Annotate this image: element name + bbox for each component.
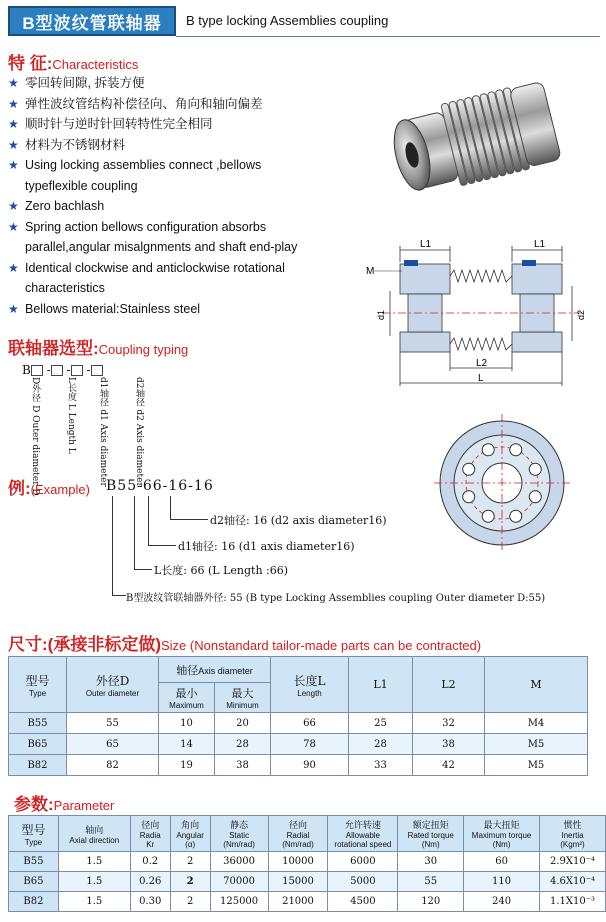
table-cell: 38 (215, 755, 271, 776)
param-header-cell: 静态 Static (Nm/rad) (210, 816, 268, 852)
table-cell: 4500 (328, 892, 398, 912)
typing-label-d1: d1轴径 d1 Axis diameter (98, 377, 108, 487)
label-l1-left: L1 (420, 239, 432, 250)
example-code: B55-66-16-16 (106, 478, 214, 494)
table-cell: 28 (349, 734, 413, 755)
feature-item (8, 155, 353, 176)
table-cell: 32 (413, 713, 485, 734)
star-icon: ★ (8, 137, 19, 152)
star-icon: ★ (8, 199, 19, 213)
feature-item (8, 299, 353, 320)
feature-item (8, 135, 353, 156)
table-cell: 21000 (268, 892, 328, 912)
size-th-max: 最大 Minimum (215, 683, 271, 713)
table-cell: M5 (485, 734, 588, 755)
size-table (8, 656, 588, 776)
table-cell: 4.6X10⁻⁴ (540, 872, 606, 892)
table-cell: 78 (271, 734, 349, 755)
param-title-cn: 参数: (14, 795, 54, 814)
label-d1: d1 (376, 309, 386, 320)
table-cell: 120 (398, 892, 464, 912)
feature-item-continued (8, 176, 353, 197)
typing-dash: - (46, 363, 51, 377)
table-cell: B65 (9, 734, 67, 755)
param-header-cell: 径向 Radial (Nm/rad) (268, 816, 328, 852)
table-row (9, 852, 606, 872)
size-title-en: Size (Nonstandard tailor-made parts can be contracted) (160, 638, 482, 653)
bracket-d (112, 496, 126, 596)
table-cell: 38 (413, 734, 485, 755)
typing-label-l: L长度 L Length L (66, 377, 76, 454)
feature-item (8, 73, 353, 94)
typing-code (22, 363, 103, 377)
table-cell: 1.5 (58, 852, 130, 872)
feature-text: Bellows material:Stainless steel (25, 301, 201, 316)
end-view-drawing (430, 408, 580, 558)
typing-title-en: Coupling typing (98, 342, 189, 357)
table-cell: 70000 (210, 872, 268, 892)
size-th-outer: 外径D Outer diameter (67, 657, 159, 713)
table-cell: 10 (159, 713, 215, 734)
typing-dash: - (86, 363, 91, 377)
table-cell: 10000 (268, 852, 328, 872)
feature-item-continued (8, 278, 353, 299)
bolt-hole (482, 510, 494, 522)
table-cell: 2 (170, 872, 210, 892)
star-icon: ★ (8, 260, 19, 275)
table-row (9, 713, 588, 734)
feature-text: 顺时针与逆时针回转特性完全相同 (25, 117, 213, 131)
feature-item (8, 258, 353, 279)
features-title-cn: 特 征: (8, 54, 53, 73)
typing-title (8, 334, 188, 359)
feature-text: 弹性波纹管结构补偿径向、角向和轴向偏差 (25, 96, 263, 111)
table-cell: B55 (9, 852, 59, 872)
table-cell: 65 (67, 734, 159, 755)
bolt-hole (463, 463, 475, 475)
size-th-axis: 轴径Axis diameter (159, 657, 271, 683)
table-cell: 6000 (328, 852, 398, 872)
star-icon: ★ (8, 117, 19, 131)
size-th-length: 长度L Length (271, 657, 349, 713)
table-cell: 42 (413, 755, 485, 776)
example-title-cn: 例: (8, 479, 31, 498)
example-line-l: L长度: 66 (L Length :66) (154, 564, 289, 577)
example-line-d2: d2轴径: 16 (d2 axis diameter16) (210, 514, 387, 527)
table-cell: 0.2 (130, 852, 170, 872)
feature-text: Identical clockwise and anticlockwise rotational (25, 260, 285, 275)
table-cell: 15000 (268, 872, 328, 892)
features-title-en: Characteristics (52, 57, 139, 72)
bracket-l (134, 496, 152, 570)
typing-slot-d1 (71, 365, 83, 376)
table-cell: 2.9X10⁻⁴ (540, 852, 606, 872)
table-cell: 2 (170, 892, 210, 912)
label-l2: L2 (476, 358, 488, 369)
label-l1-right: L1 (534, 239, 546, 250)
size-th-l1: L1 (349, 657, 413, 713)
param-header-cell: 惯性 Inertia (Kgm²) (540, 816, 606, 852)
typing-label-d: D外径 D Outer diameter D (30, 377, 40, 496)
table-cell: 33 (349, 755, 413, 776)
bolt-hole (510, 510, 522, 522)
param-title-en: Parameter (53, 798, 115, 813)
table-cell: 20 (215, 713, 271, 734)
table-cell: 1.5 (58, 892, 130, 912)
feature-text: characteristics (25, 281, 105, 295)
table-cell: 25 (349, 713, 413, 734)
label-d2: d2 (576, 309, 586, 320)
coupling-photo (380, 68, 580, 208)
table-cell: 1.5 (58, 872, 130, 892)
size-th-type: 型号 Type (9, 657, 67, 713)
table-cell: 5000 (328, 872, 398, 892)
table-cell: 55 (398, 872, 464, 892)
typing-slot-d2 (91, 365, 103, 376)
table-cell: 2 (170, 852, 210, 872)
typing-slot-l (51, 365, 63, 376)
star-icon: ★ (8, 96, 19, 111)
table-cell: 55 (67, 713, 159, 734)
side-view-drawing (362, 236, 598, 396)
page-subtitle: B type locking Assemblies coupling (186, 13, 389, 28)
star-icon: ★ (8, 76, 19, 90)
table-cell: B55 (9, 713, 67, 734)
param-header-cell: 允许转速 Allowable rotational speed (328, 816, 398, 852)
table-cell: 66 (271, 713, 349, 734)
table-cell: 0.30 (130, 892, 170, 912)
typing-dash: - (66, 363, 71, 377)
table-cell: 28 (215, 734, 271, 755)
bolt-hole (529, 463, 541, 475)
feature-item-continued (8, 237, 353, 258)
table-row (9, 734, 588, 755)
table-cell: B82 (9, 755, 67, 776)
features-title (8, 49, 138, 74)
typing-prefix: B (22, 363, 31, 377)
example-title (8, 474, 90, 499)
size-th-min: 最小 Maximum (159, 683, 215, 713)
table-cell: 82 (67, 755, 159, 776)
example-title-en: (Example) (30, 482, 90, 497)
feature-list (8, 73, 353, 319)
header-divider (176, 36, 600, 37)
param-header-cell: 径向 Radia Kr (130, 816, 170, 852)
table-cell: 125000 (210, 892, 268, 912)
table-cell: B65 (9, 872, 59, 892)
table-cell: 90 (271, 755, 349, 776)
typing-slot-d (31, 365, 43, 376)
feature-item (8, 114, 353, 135)
param-title (14, 790, 114, 815)
table-cell: B82 (9, 892, 59, 912)
label-l: L (478, 373, 484, 384)
size-th-l2: L2 (413, 657, 485, 713)
param-header-cell: 角向 Angular (α) (170, 816, 210, 852)
param-header-cell: 轴向 Axial direction (58, 816, 130, 852)
table-cell: 240 (464, 892, 540, 912)
page-title: B型波纹管联轴器 (8, 6, 176, 36)
param-header-cell: 额定扭矩 Rated torque (Nm) (398, 816, 464, 852)
star-icon: ★ (8, 158, 19, 172)
table-cell: M4 (485, 713, 588, 734)
table-cell: M5 (485, 755, 588, 776)
param-header-cell: 最大扭矩 Maximum torque (Nm) (464, 816, 540, 852)
size-title (8, 630, 481, 655)
feature-item (8, 217, 353, 238)
star-icon: ★ (8, 219, 19, 234)
typing-title-cn: 联轴器选型: (8, 339, 99, 358)
table-cell: 60 (464, 852, 540, 872)
feature-text: 材料为不锈钢材料 (25, 137, 126, 152)
bolt-hole (529, 491, 541, 503)
table-cell: 36000 (210, 852, 268, 872)
param-header-cell: 型号 Type (9, 816, 59, 852)
table-row (9, 872, 606, 892)
feature-text: Zero bachlash (25, 199, 105, 213)
table-cell: 30 (398, 852, 464, 872)
bolt-hole (482, 444, 494, 456)
table-cell: 19 (159, 755, 215, 776)
table-cell: 14 (159, 734, 215, 755)
typing-label-d2: d2轴径 d2 Axis diameter (134, 377, 144, 487)
feature-text: Spring action bellows configuration absorbs (25, 219, 267, 234)
label-m: M (366, 266, 375, 277)
table-cell: 0.26 (130, 872, 170, 892)
feature-item (8, 94, 353, 115)
size-title-cn: 尺寸:(承接非标定做) (8, 635, 161, 654)
size-th-m: M (485, 657, 588, 713)
bolt-hole (510, 444, 522, 456)
table-cell: 1.1X10⁻³ (540, 892, 606, 912)
example-line-d1: d1轴径: 16 (d1 axis diameter16) (178, 540, 355, 553)
bracket-d1 (148, 496, 176, 546)
table-row (9, 892, 606, 912)
table-row (9, 755, 588, 776)
feature-text: parallel,angular misalgnments and shaft end-play (25, 240, 298, 254)
table-cell: 110 (464, 872, 540, 892)
example-line-d: B型波纹管联轴器外径: 55 (B type Locking Assemblies coupling Outer diameter D:55) (126, 593, 546, 604)
feature-text: typeflexible coupling (25, 178, 138, 193)
feature-text: 零回转间隙, 拆装方便 (25, 76, 145, 90)
feature-item (8, 196, 353, 217)
parameter-table (8, 815, 606, 912)
feature-text: Using locking assemblies connect ,bellows (25, 158, 262, 172)
bolt-hole (463, 491, 475, 503)
star-icon: ★ (8, 301, 19, 316)
